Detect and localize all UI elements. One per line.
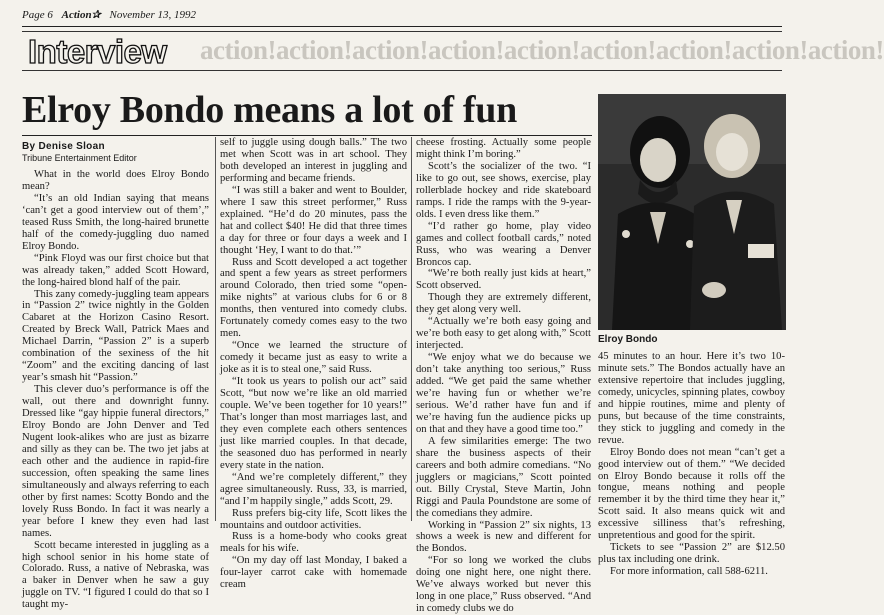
paragraph: This zany comedy-juggling team appears in “Passion 2” twice nightly in the Golden Cabaret at the Horizon Casino Resort. Created by Breck Wall, Patrick Maes and Michael Darrin, “Passion 2” is a superb combination of the sexiness of the hit “Zoom” and the exciting dancing of last year’s smash hit “Passion.”: [22, 288, 209, 384]
paragraph: “On my day off last Monday, I baked a four-layer carrot cake with homemade cream: [220, 555, 407, 591]
article-column-2: [220, 137, 407, 591]
headline-rule: [22, 135, 592, 136]
paragraph: self to juggle using dough balls.” The two met when Scott was in art school. They both developed an interest in juggling and performing and became friends.: [220, 137, 407, 184]
paragraph: What in the world does Elroy Bondo mean?: [22, 169, 209, 192]
paragraph: Scott became interested in juggling as a high school senior in his home state of Colorado. Russ, a native of Nebraska, was a baker in Denver when he saw a guy juggle on TV. “I figured I could do that so I taught my-: [22, 539, 209, 611]
paragraph: “I was still a baker and went to Boulder, where I saw this street performer,” Russ explained. “He’d do 20 minutes, pass the hat and collect $40! He did that three times a day for three or four days a week and I thought ‘Hey, I want to do that.’”: [220, 184, 407, 256]
paragraph: “And we’re completely different,” they agree simultaneously. Russ, 33, is married, “and I’m happily single,” adds Scott, 29.: [220, 471, 407, 507]
paragraph: Russ and Scott developed a act together and spent a few years as street performers around Colorado, then tried some “open-mike nights” at various clubs for 6 or 8 months, then ventured into comedy clubs. Fortunately comedy comes easy to the two men.: [220, 256, 407, 340]
paragraph: Scott’s the socializer of the two. “I like to go out, see shows, exercise, play rollerblade hockey and ride skateboard ramps. I ride the ramps with the 9-year-olds. I even dress like them.”: [416, 160, 591, 220]
paragraph: For more information, call 588-6211.: [610, 566, 768, 578]
duo-photo: [598, 94, 786, 330]
byline-role: Tribune Entertainment Editor: [22, 153, 137, 163]
article-column-1: [22, 169, 209, 611]
headline: Elroy Bondo means a lot of fun: [22, 89, 517, 131]
paragraph: Working in “Passion 2” six nights, 13 shows a week is new and different for the Bondos.: [416, 519, 591, 555]
paragraph: Russ is a home-body who cooks great meals for his wife.: [220, 531, 407, 555]
issue-date: November 13, 1992: [109, 9, 196, 21]
paragraph: cheese frosting. Actually some people might think I’m boring.”: [416, 137, 591, 160]
paragraph: Tickets to see “Passion 2” are $12.50 plus tax including one drink.: [598, 542, 785, 566]
photo-illustration: [598, 94, 786, 330]
paragraph: “We’re both really just kids at heart,” Scott observed.: [416, 268, 591, 292]
paragraph: “It’s an old Indian saying that means ‘can’t get a good interview out of them’,” teased Russ Smith, the long-haired brunette half of the comedy-juggling duo named Elroy Bondo.: [22, 192, 209, 252]
paragraph: A few similarities emerge: The two share the business aspects of their careers and both admire comedians. “No jugglers or magicians,” Scott pointed out. Billy Crystal, Steve Martin, John Riggi and Paula Poundstone are some of the comedians they admire.: [416, 435, 591, 519]
byline: [22, 141, 202, 163]
section-name: Action✰: [61, 9, 101, 21]
article-column-4: [598, 351, 785, 578]
paragraph: This clever duo’s performance is off the wall, out there and downright funny. Dressed like “gay hippie funeral directors,” Elroy Bondo are John Denver and Ted Nugent look-alikes who are just as bizarre and silly as they can be. The two jet jabs at each other and the audience in rapid-fire succession, often speaking the same lines simultaneously and always referring to each other by first names: Scotty Bondo and the lovely Russ Bondo. In fact it was nearly a year before I knew they even had last names.: [22, 384, 209, 539]
paragraph: “Once we learned the structure of comedy it became just as easy to write a joke as it is to steal one,” said Russ.: [220, 340, 407, 376]
page-number: Page 6: [22, 9, 53, 21]
paragraph: Russ prefers big-city life, Scott likes the mountains and outdoor activities.: [220, 507, 407, 531]
paragraph: “It took us years to polish our act” said Scott, “but now we’re like an old married couple. We’ve been together for 10 years!” That’s longer than most marriages last, and they even complete each others sentences just like married couples. In that decade, the seasoned duo has performed in nearly every state in the nation.: [220, 376, 407, 471]
section-banner: [22, 31, 884, 71]
banner-label: Interview: [28, 33, 167, 70]
byline-author: By Denise Sloan: [22, 141, 105, 152]
paragraph: “For so long we worked the clubs doing one night here, one night there. We’ve always worked but never this long in one place,” Russ observed. “And in comedy clubs we do: [416, 555, 591, 615]
photo-caption: Elroy Bondo: [598, 334, 658, 345]
column-divider: [215, 137, 216, 521]
paragraph: 45 minutes to an hour. Here it’s two 10-minute sets.” The Bondos actually have an extensive repertoire that includes juggling, comedy, unicycles, spinning plates, cowboy and hippie routines, mime and plenty of puns, but because of the time constraints, they stick to juggling and comedy in the revue.: [598, 351, 785, 446]
banner-repeat-text: action!action!action!action!action!action!action!action!action!: [200, 35, 884, 65]
paragraph: “Actually we’re both easy going and we’re both easy to get along with,” Scott interjected.: [416, 316, 591, 352]
paragraph: Though they are extremely different, they get along very well.: [416, 292, 591, 316]
paragraph: Elroy Bondo does not mean “can’t get a good interview out of them.” “We decided on Elroy Bondo because it rolls off the tongue, means nothing and people remember it by the third time they hear it,” Scott said. It also means quick wit and excessive silliness that’s refreshing, unpretentious and good for the spirit.: [598, 446, 785, 542]
column-divider: [411, 137, 412, 521]
paragraph: “Pink Floyd was our first choice but that was already taken,” added Scott Howard, the long-haired blond half of the pair.: [22, 252, 209, 288]
paragraph: “I’d rather go home, play video games and collect football cards,” noted Russ, who was wearing a Denver Broncos cap.: [416, 220, 591, 268]
article-column-3: [416, 137, 591, 615]
folio-line: [22, 6, 782, 27]
paragraph: “We enjoy what we do because we don’t take anything too serious,” Russ added. “We get paid the same whether we’re having fun or whether we’re serious. We’d rather have fun and if we’re having fun the audience picks up on that and they have a good time too.”: [416, 352, 591, 435]
